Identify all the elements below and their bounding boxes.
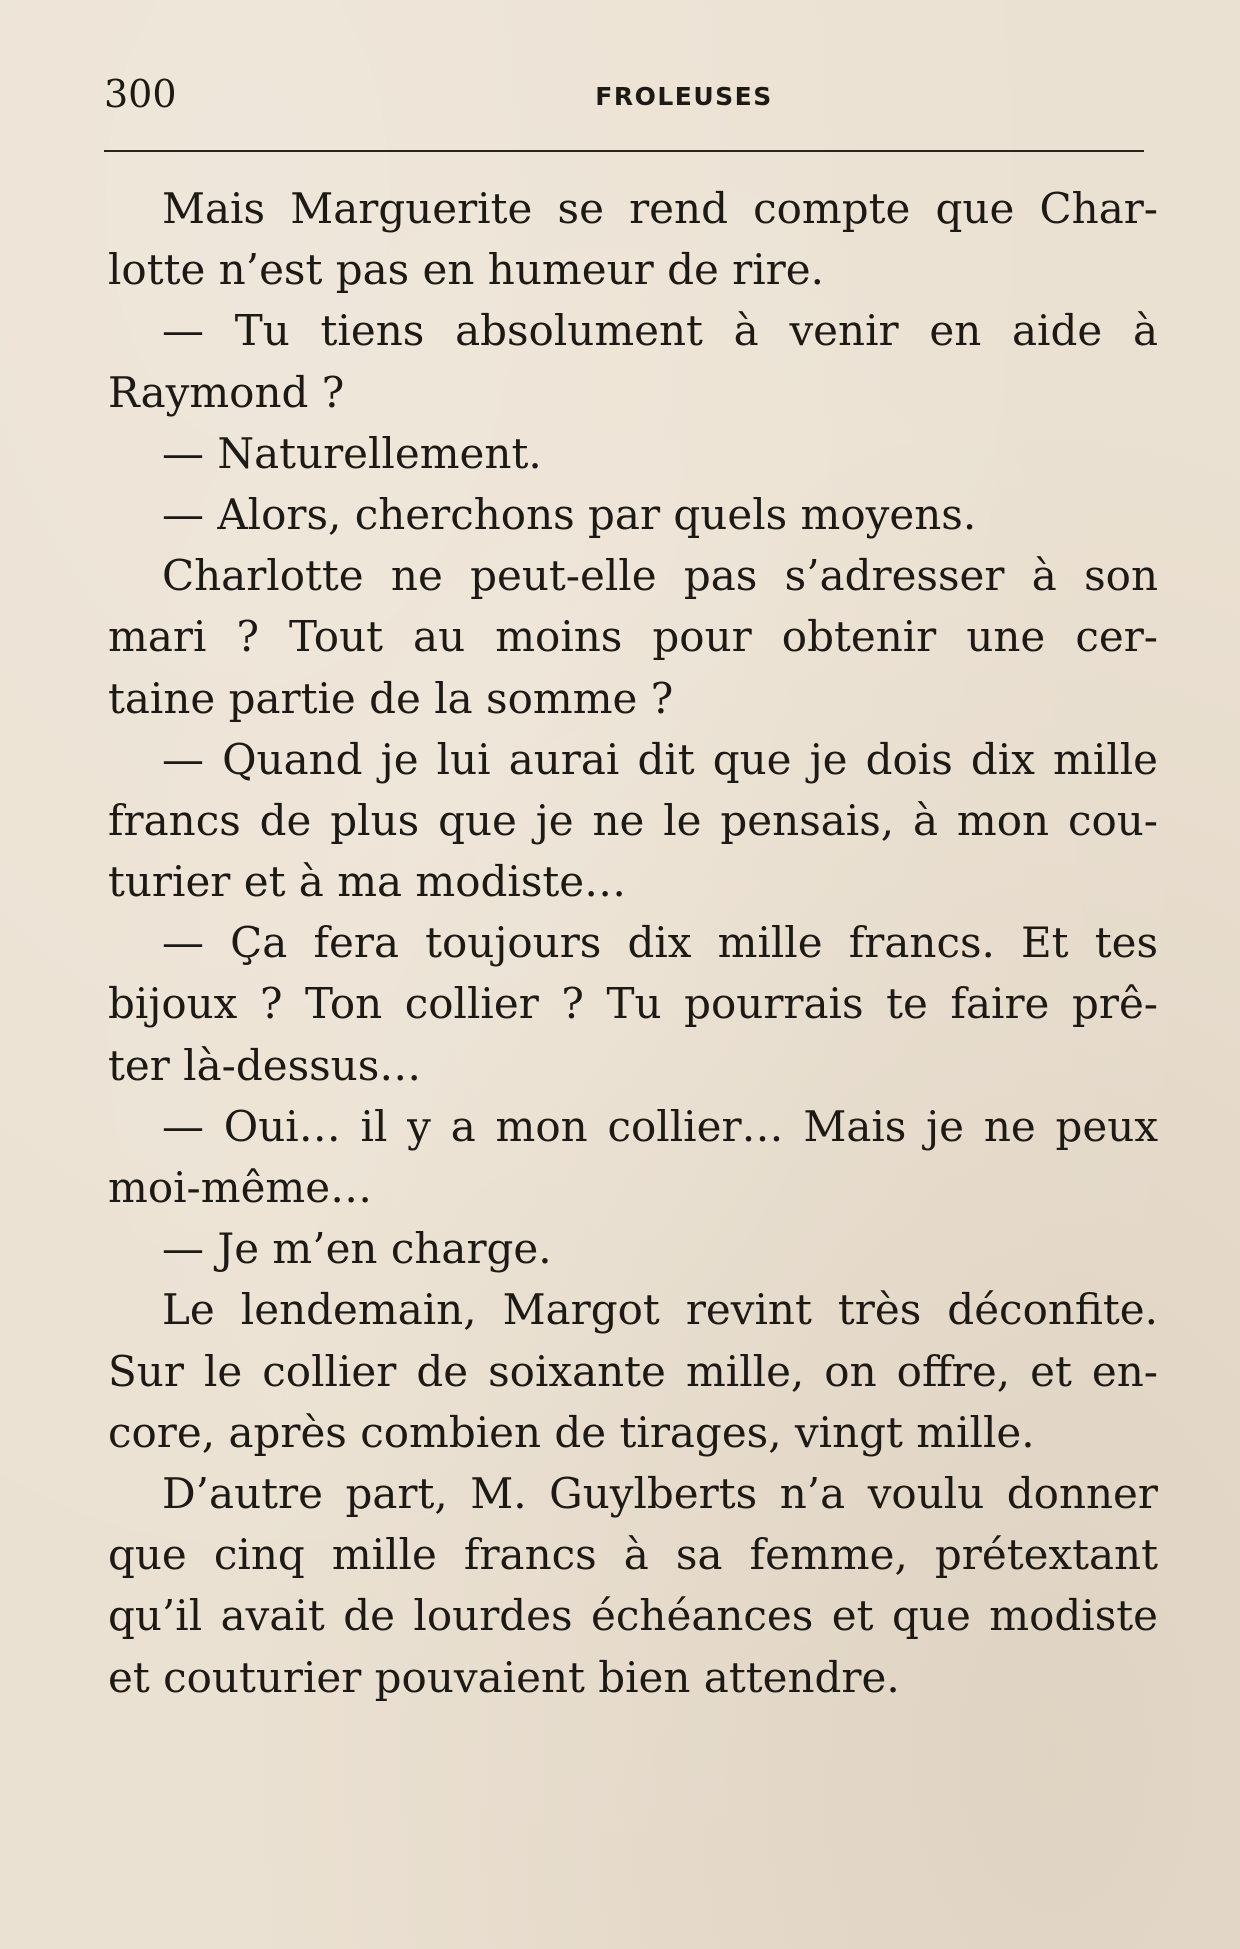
text-line: — Naturellement. (162, 428, 542, 478)
text-line: moi-même… (108, 1163, 373, 1212)
body-text (108, 178, 1158, 1708)
text-line: Sur le collier de soixante mille, on offre, et en- (108, 1346, 1158, 1396)
text-line: Le lendemain, Margot revint très déconfite. (162, 1285, 1158, 1335)
text-line: — Quand je lui aurai dit que je dois dix mille (162, 734, 1158, 784)
page-header (104, 72, 1144, 122)
running-title: FROLEUSES (595, 82, 773, 111)
text-line: taine partie de la somme ? (108, 673, 674, 723)
text-line: que cinq mille francs à sa femme, prétextant (108, 1530, 1158, 1580)
text-line: mari ? Tout au moins pour obtenir une cer- (108, 612, 1158, 662)
text-line: core, après combien de tirages, vingt mille. (108, 1407, 1035, 1457)
text-line: — Tu tiens absolument à venir en aide à (162, 306, 1158, 356)
text-line: — Je m’en charge. (162, 1224, 552, 1274)
page-number: 300 (104, 72, 177, 116)
text-line: — Oui… il y a mon collier… Mais je ne peux (162, 1101, 1158, 1151)
text-line: — Alors, cherchons par quels moyens. (162, 489, 977, 539)
text-line: et couturier pouvaient bien attendre. (108, 1652, 900, 1702)
text-line: francs de plus que je ne le pensais, à mon cou- (108, 795, 1158, 845)
text-line: Charlotte ne peut-elle pas s’adresser à son (162, 551, 1158, 601)
text-line: — Ça fera toujours dix mille francs. Et tes (162, 918, 1158, 968)
text-line: turier et à ma modiste… (108, 857, 627, 907)
text-line: Raymond ? (108, 367, 345, 417)
text-line: lotte n’est pas en humeur de rire. (108, 245, 824, 295)
text-line: D’autre part, M. Guylberts n’a voulu donner (162, 1468, 1158, 1518)
text-line: Mais Marguerite se rend compte que Char- (162, 184, 1158, 233)
text-line: qu’il avait de lourdes échéances et que modiste (108, 1591, 1158, 1641)
text-line: bijoux ? Ton collier ? Tu pourrais te faire prê- (108, 979, 1158, 1029)
text-line: ter là-dessus… (108, 1040, 422, 1090)
header-rule (104, 150, 1144, 152)
